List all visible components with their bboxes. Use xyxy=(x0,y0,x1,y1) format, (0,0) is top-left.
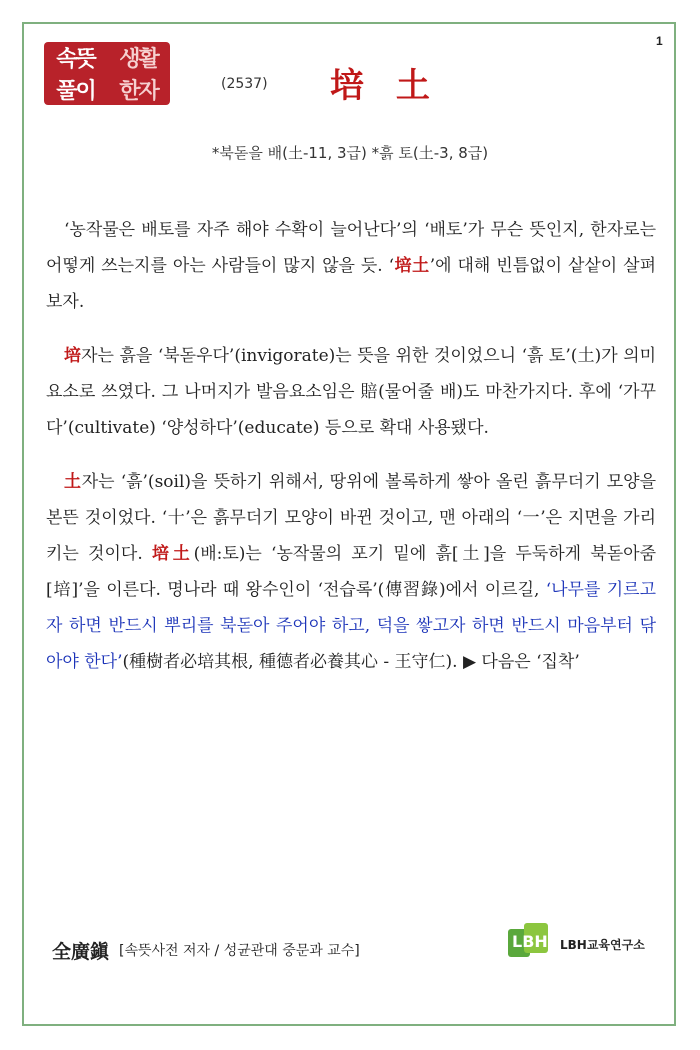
p1-highlight: 培土 xyxy=(394,256,430,276)
lbh-logo-icon xyxy=(508,923,554,965)
logo-char-2: 생활 xyxy=(119,47,158,73)
p3-text-d: 다음은 ‘집착’ xyxy=(476,652,580,672)
logo-char-3: 풀이 xyxy=(56,78,95,104)
p1-text-b: ’에 대해 빈틈없이 샅샅이 살펴보자. xyxy=(46,256,657,312)
p3-text-c: (種樹者必培其根, 種德者必養其心 - 王守仁). xyxy=(122,652,463,672)
p2-highlight: 培 xyxy=(64,346,82,366)
logo-char-1: 속뜻 xyxy=(56,47,95,73)
author-name: 全廣鎭 xyxy=(52,940,110,963)
p2-text-a: 자는 흙을 ‘북돋우다’(invigorate)는 뜻을 위한 것이었으니 ‘흙 토’(土)가 의미요소로 쓰였다. 그 나머지가 발음요소임은 賠(물어줄 배)도 마찬가지다. 후에 ‘가꾸다’(cultivate) ‘양성하다’(educate) 등으로 확대 사용됐다. xyxy=(46,346,657,438)
paragraph-1 xyxy=(46,212,656,320)
logo-char-4: 한자 xyxy=(119,78,158,104)
p3-highlight-2: 培土 xyxy=(151,544,194,564)
p3-text-a: 자는 ‘흙’(soil)을 뜻하기 위해서, 땅위에 볼록하게 쌓아 올린 흙무더기 모양을 본뜬 것이었다. ‘十’은 흙무더기 모양이 바뀐 것이고, 맨 아래의 ‘一’은 지면을 가리키는 것이다. xyxy=(46,472,657,564)
p3-text-b: (배:토)는 ‘농작물의 포기 밑에 흙[土]을 두둑하게 북돋아줌[培]’을 이른다. 명나라 때 왕수인이 ‘전습록’(傳習錄)에서 이르길, xyxy=(46,544,657,600)
next-arrow-icon: ▶ xyxy=(462,652,477,672)
series-logo xyxy=(44,42,170,105)
paragraph-3 xyxy=(46,464,656,680)
p3-highlight-1: 土 xyxy=(64,472,82,492)
lbh-logo-text: LBH xyxy=(512,932,548,951)
page-title: 培 土 xyxy=(330,66,440,106)
article-body xyxy=(46,212,656,698)
institute-name: LBH교육연구소 xyxy=(560,937,645,952)
paragraph-2 xyxy=(46,338,656,446)
subtitle-definitions: *북돋을 배(土-11, 3급) *흙 토(土-3, 8급) xyxy=(211,144,489,162)
post-number: (2537) xyxy=(221,76,268,92)
page-number: 1 xyxy=(656,34,663,48)
p1-text-a: ‘농작물은 배토를 자주 해야 수확이 늘어난다’의 ‘배토’가 무슨 뜻인지, 한자로는 어떻게 쓰는지를 아는 사람들이 많지 않을 듯. ‘ xyxy=(46,220,656,276)
p3-quote: ‘나무를 기르고자 하면 반드시 뿌리를 북돋아 주어야 하고, 덕을 쌓고자 하면 반드시 마음부터 닦아야 한다’ xyxy=(46,580,656,672)
institute-logo xyxy=(508,918,668,970)
author-description: [속뜻사전 저자 / 성균관대 중문과 교수] xyxy=(119,943,360,959)
